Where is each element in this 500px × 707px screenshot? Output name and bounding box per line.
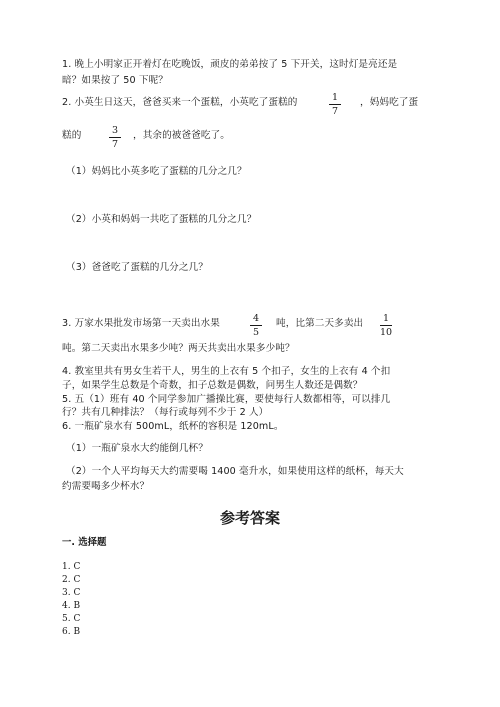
section-heading-multiple-choice: 一. 选择题 bbox=[62, 537, 107, 548]
question-5-line-2: 行？共有几种排法？（每行或每列不少于 2 人） bbox=[62, 407, 269, 418]
fraction-one-seventh bbox=[327, 92, 343, 117]
question-2-sub-2: （2）小英和妈妈一共吃了蛋糕的几分之几？ bbox=[66, 214, 257, 225]
fraction-bar bbox=[380, 325, 392, 326]
fraction-bar bbox=[329, 104, 341, 105]
question-6-sub-1: （1）一瓶矿泉水大约能倒几杯？ bbox=[66, 443, 208, 454]
fraction-denominator: 7 bbox=[331, 106, 339, 117]
fraction-numerator: 1 bbox=[331, 92, 339, 103]
fraction-bar bbox=[109, 137, 121, 138]
question-1-line-1: 1. 晚上小明家正开着灯在吃晚饭，顽皮的弟弟按了 5 下开关，这时灯是亮还是 bbox=[62, 59, 398, 70]
answer-item: 1. C bbox=[62, 562, 81, 572]
answer-key-title: 参考答案 bbox=[219, 509, 280, 527]
answer-item: 6. B bbox=[62, 627, 81, 637]
question-6-line-1: 6. 一瓶矿泉水有 500mL，纸杯的容积是 120mL。 bbox=[62, 421, 284, 432]
answer-item: 5. C bbox=[62, 614, 81, 624]
question-2-sub-3: （3）爸爸吃了蛋糕的几分之几？ bbox=[66, 262, 208, 273]
fraction-denominator: 7 bbox=[111, 139, 119, 150]
fraction-numerator: 1 bbox=[382, 313, 390, 324]
question-2-line-1b: ，妈妈吃了蛋 bbox=[360, 97, 419, 108]
fraction-four-fifths bbox=[248, 313, 264, 338]
question-1-line-2: 暗？如果按了 50 下呢？ bbox=[62, 75, 168, 86]
question-6-sub-2-line-2: 约需要喝多少杯水？ bbox=[62, 481, 150, 492]
fraction-bar bbox=[250, 325, 262, 326]
answer-item: 4. B bbox=[62, 601, 81, 611]
question-2-line-1a: 2. 小英生日这天，爸爸买来一个蛋糕，小英吃了蛋糕的 bbox=[62, 97, 298, 108]
question-3-line-1a: 3. 万家水果批发市场第一天卖出水果 bbox=[62, 318, 220, 329]
question-4-line-1: 4. 教室里共有男女生若干人，男生的上衣有 5 个扣子，女生的上衣有 4 个扣 bbox=[62, 366, 391, 377]
question-3-line-2: 吨。第二天卖出水果多少吨？两天共卖出水果多少吨？ bbox=[62, 343, 295, 354]
question-2-line-2a: 糕的 bbox=[62, 130, 82, 141]
question-3-line-1b: 吨，比第二天多卖出 bbox=[276, 318, 364, 329]
fraction-three-sevenths bbox=[107, 125, 123, 150]
fraction-denominator: 5 bbox=[252, 327, 260, 338]
question-6-sub-2-line-1: （2）一个人平均每天大约需要喝 1400 毫升水，如果使用这样的纸杯，每天大 bbox=[66, 466, 404, 477]
fraction-one-tenth bbox=[378, 313, 394, 338]
fraction-numerator: 4 bbox=[252, 313, 260, 324]
question-2-sub-1: （1）妈妈比小英多吃了蛋糕的几分之几？ bbox=[66, 166, 247, 177]
question-2-line-2b: ，其余的被爸爸吃了。 bbox=[133, 130, 230, 141]
fraction-denominator: 10 bbox=[379, 327, 393, 338]
fraction-numerator: 3 bbox=[111, 125, 119, 136]
question-4-line-2: 子，如果学生总数是个奇数，扣子总数是偶数，问男生人数还是偶数？ bbox=[62, 380, 363, 391]
answer-item: 2. C bbox=[62, 575, 81, 585]
question-5-line-1: 5. 五（1）班有 40 个同学参加广播操比赛，要使每行人数都相等，可以排几 bbox=[62, 394, 391, 405]
answer-item: 3. C bbox=[62, 588, 81, 598]
